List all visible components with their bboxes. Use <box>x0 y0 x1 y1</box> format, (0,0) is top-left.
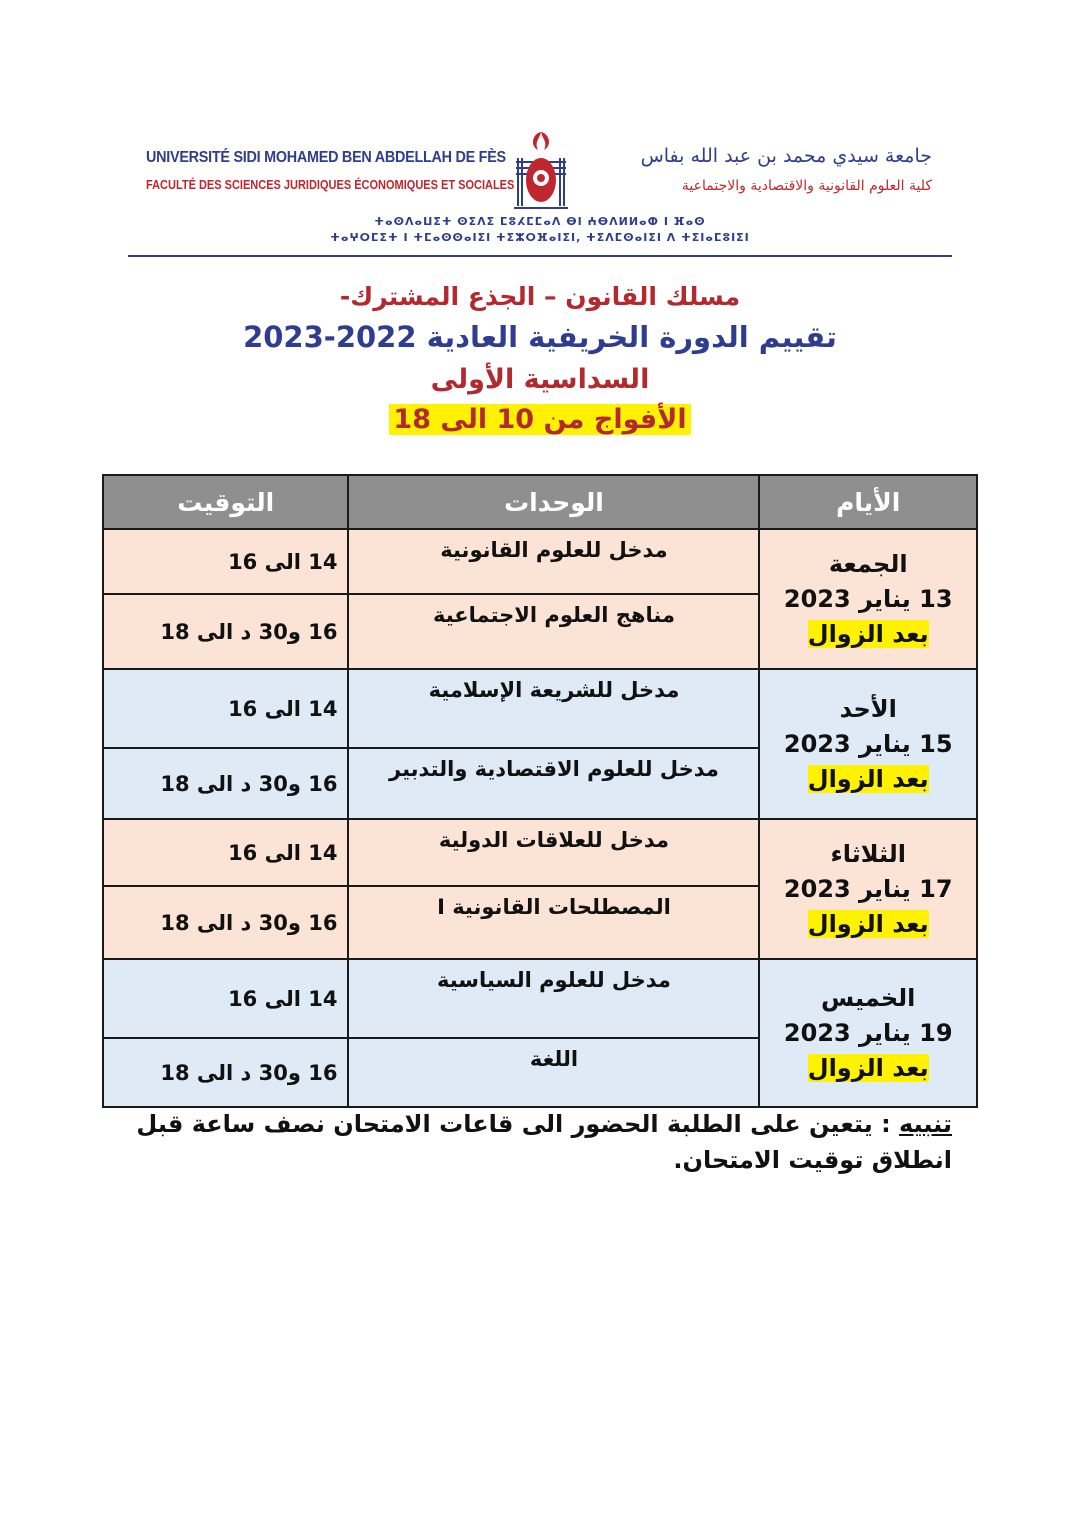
notice-label: تنبيه <box>899 1110 952 1138</box>
university-emblem-icon <box>510 128 572 212</box>
day-period: بعد الزوال <box>807 764 929 793</box>
day-date: 13 يناير 2023 <box>783 584 953 613</box>
time-cell: 14 الى 16 <box>103 669 348 748</box>
time-cell: 16 و30 د الى 18 <box>103 1038 348 1107</box>
unit-cell: مدخل للعلوم الاقتصادية والتدبير <box>348 748 759 819</box>
header-units: الوحدات <box>348 475 759 529</box>
groups-highlight: الأفواج من 10 الى 18 <box>389 404 690 435</box>
day-name: الأحد <box>839 694 897 723</box>
day-name: الثلاثاء <box>830 839 906 868</box>
unit-cell: المصطلحات القانونية I <box>348 886 759 959</box>
unit-cell: اللغة <box>348 1038 759 1107</box>
unit-cell: مدخل للعلوم القانونية <box>348 529 759 594</box>
day-cell <box>759 669 977 819</box>
unit-cell: مدخل للشريعة الإسلامية <box>348 669 759 748</box>
day-name: الخميس <box>821 983 916 1012</box>
day-cell <box>759 529 977 669</box>
session-title: تقييم الدورة الخريفية العادية 2022-2023 <box>243 320 837 354</box>
day-date: 19 يناير 2023 <box>783 1018 953 1047</box>
day-period: بعد الزوال <box>807 619 929 648</box>
faculty-name-tifinagh: ⵜⴰⵖⵔⵎⵉⵜ ⵏ ⵜⵎⴰⵙⵙⴰⵏⵉⵏ ⵜⵉⵣⵔⴼⴰⵏⵉⵏ, ⵜⵉⴷⵎⵙⴰⵏⵉⵏ ⴷ ⵜⵉⵏⴰⵎⵓⵏⵉⵏ <box>330 231 750 244</box>
faculty-name-fr: FACULTÉ DES SCIENCES JURIDIQUES ÉCONOMIQUES ET SOCIALES <box>146 178 515 192</box>
notice <box>130 1106 952 1178</box>
time-cell: 14 الى 16 <box>103 819 348 886</box>
table-row <box>103 669 977 748</box>
faculty-name-ar: كلية العلوم القانونية والاقتصادية والاجتماعية <box>681 178 932 194</box>
notice-text: : يتعين على الطلبة الحضور الى قاعات الامتحان نصف ساعة قبل انطلاق توقيت الامتحان. <box>136 1110 952 1174</box>
time-cell: 16 و30 د الى 18 <box>103 748 348 819</box>
header-time: التوقيت <box>103 475 348 529</box>
day-period: بعد الزوال <box>807 1053 929 1082</box>
unit-cell: مناهج العلوم الاجتماعية <box>348 594 759 669</box>
table-row <box>103 529 977 594</box>
semester-title: السداسية الأولى <box>430 364 650 395</box>
table-header-row <box>103 475 977 529</box>
groups-title <box>0 404 1080 435</box>
university-name-ar: جامعة سيدي محمد بن عبد الله بفاس <box>640 145 932 167</box>
unit-cell: مدخل للعلوم السياسية <box>348 959 759 1038</box>
day-period: بعد الزوال <box>807 909 929 938</box>
unit-cell: مدخل للعلاقات الدولية <box>348 819 759 886</box>
program-title: مسلك القانون – الجذع المشترك- <box>339 282 741 311</box>
time-cell: 16 و30 د الى 18 <box>103 594 348 669</box>
time-cell: 16 و30 د الى 18 <box>103 886 348 959</box>
day-date: 15 يناير 2023 <box>783 729 953 758</box>
day-name: الجمعة <box>828 549 908 578</box>
university-name-fr: UNIVERSITÉ SIDI MOHAMED BEN ABDELLAH DE FÈS <box>146 149 506 166</box>
day-cell <box>759 819 977 959</box>
time-cell: 14 الى 16 <box>103 959 348 1038</box>
time-cell: 14 الى 16 <box>103 529 348 594</box>
day-date: 17 يناير 2023 <box>783 874 953 903</box>
day-cell <box>759 959 977 1107</box>
exam-schedule-table <box>102 474 978 1108</box>
university-name-tifinagh: ⵜⴰⵙⴷⴰⵡⵉⵜ ⵙⵉⴷⵉ ⵎⵓⵃⵎⵎⴰⴷ ⴱⵏ ⵄⴱⴷⵍⵍⴰⵀ ⵏ ⴼⴰⵙ <box>374 215 706 228</box>
header-divider <box>128 255 952 257</box>
table-row <box>103 819 977 886</box>
header-days: الأيام <box>759 475 977 529</box>
table-row <box>103 959 977 1038</box>
